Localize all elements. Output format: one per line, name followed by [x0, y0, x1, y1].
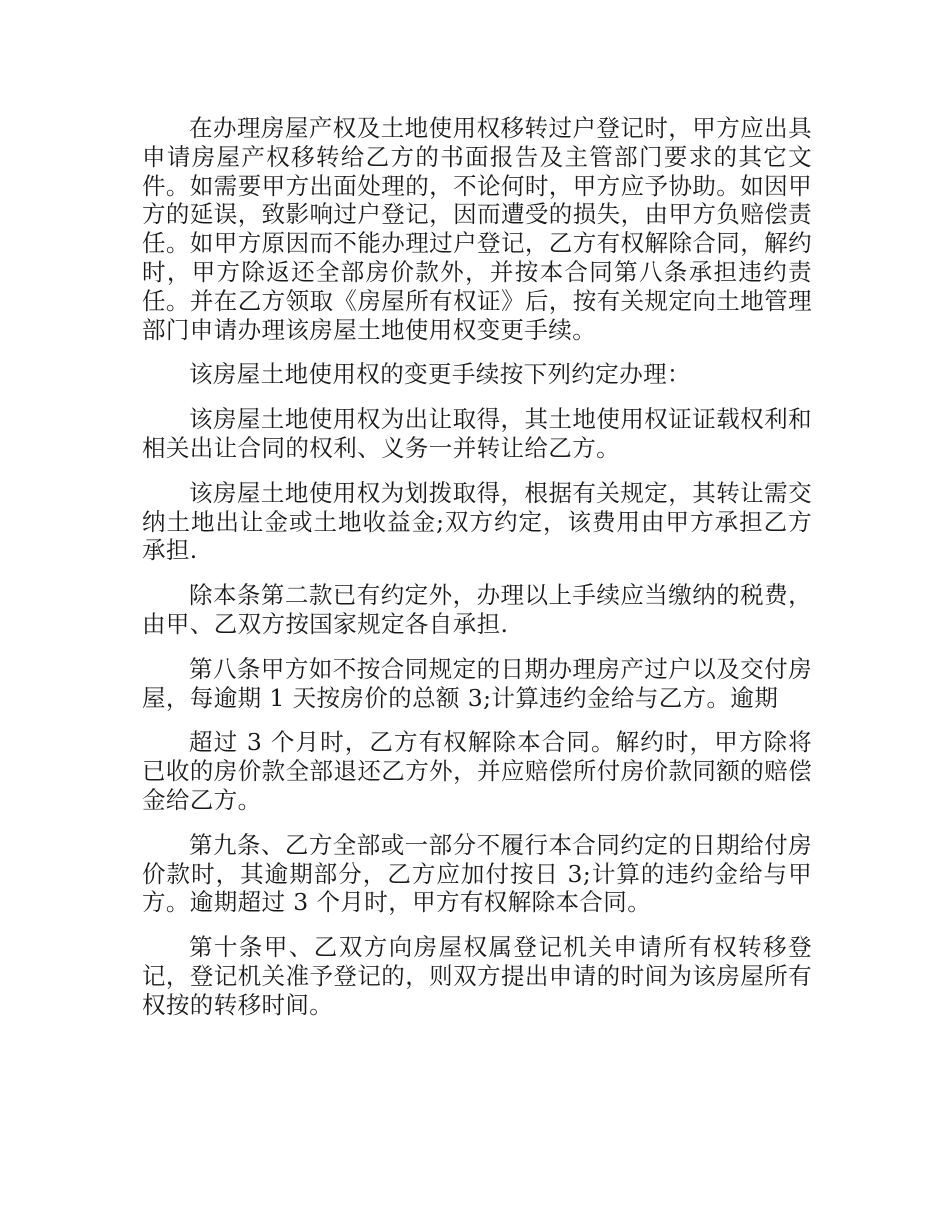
paragraph-article-8: 第八条甲方如不按合同规定的日期办理房产过户以及交付房屋，每逾期 1 天按房价的总额 3;计算违约金给与乙方。逾期 — [142, 654, 812, 712]
paragraph-article-8-continued: 超过 3 个月时，乙方有权解除本合同。解约时，甲方除将已收的房价款全部退还乙方外，并应赔偿所付房价款同额的赔偿金给乙方。 — [142, 728, 812, 814]
document-body — [142, 114, 812, 1036]
paragraph-land-use-change-intro: 该房屋土地使用权的变更手续按下列约定办理： — [189, 360, 691, 389]
paragraph-article-9: 第九条、乙方全部或一部分不履行本合同约定的日期给付房价款时，其逾期部分，乙方应加付按日 3;计算的违约金给与甲方。逾期超过 3 个月时，甲方有权解除本合同。 — [142, 830, 812, 917]
paragraph-land-use-allocated: 该房屋土地使用权为划拨取得，根据有关规定，其转让需交纳土地出让金或土地收益金;双方约定，该费用由甲方承担乙方承担. — [142, 478, 812, 565]
paragraph-article-10: 第十条甲、乙双方向房屋权属登记机关申请所有权转移登记，登记机关准予登记的，则双方提出申请的时间为该房屋所有权按的转移时间。 — [142, 933, 812, 1019]
paragraph-taxes-fees: 除本条第二款已有约定外，办理以上手续应当缴纳的税费，由甲、乙双方按国家规定各自承担. — [142, 581, 812, 638]
paragraph-transfer-registration: 在办理房屋产权及土地使用权移转过户登记时，甲方应出具申请房屋产权移转给乙方的书面报告及主管部门要求的其它文件。如需要甲方出面处理的，不论何时，甲方应予协助。如因甲方的延误，致影响过户登记，因而遭受的损失，由甲方负赔偿责任。如甲方原因而不能办理过户登记，乙方有权解除合同，解约时，甲方除返还全部房价款外，并按本合同第八条承担违约责任。并在乙方领取《房屋所有权证》后，按有关规定向土地管理部门申请办理该房屋土地使用权变更手续。 — [142, 114, 812, 344]
paragraph-land-use-granted: 该房屋土地使用权为出让取得，其土地使用权证证载权利和相关出让合同的权利、义务一并转让给乙方。 — [142, 405, 812, 462]
